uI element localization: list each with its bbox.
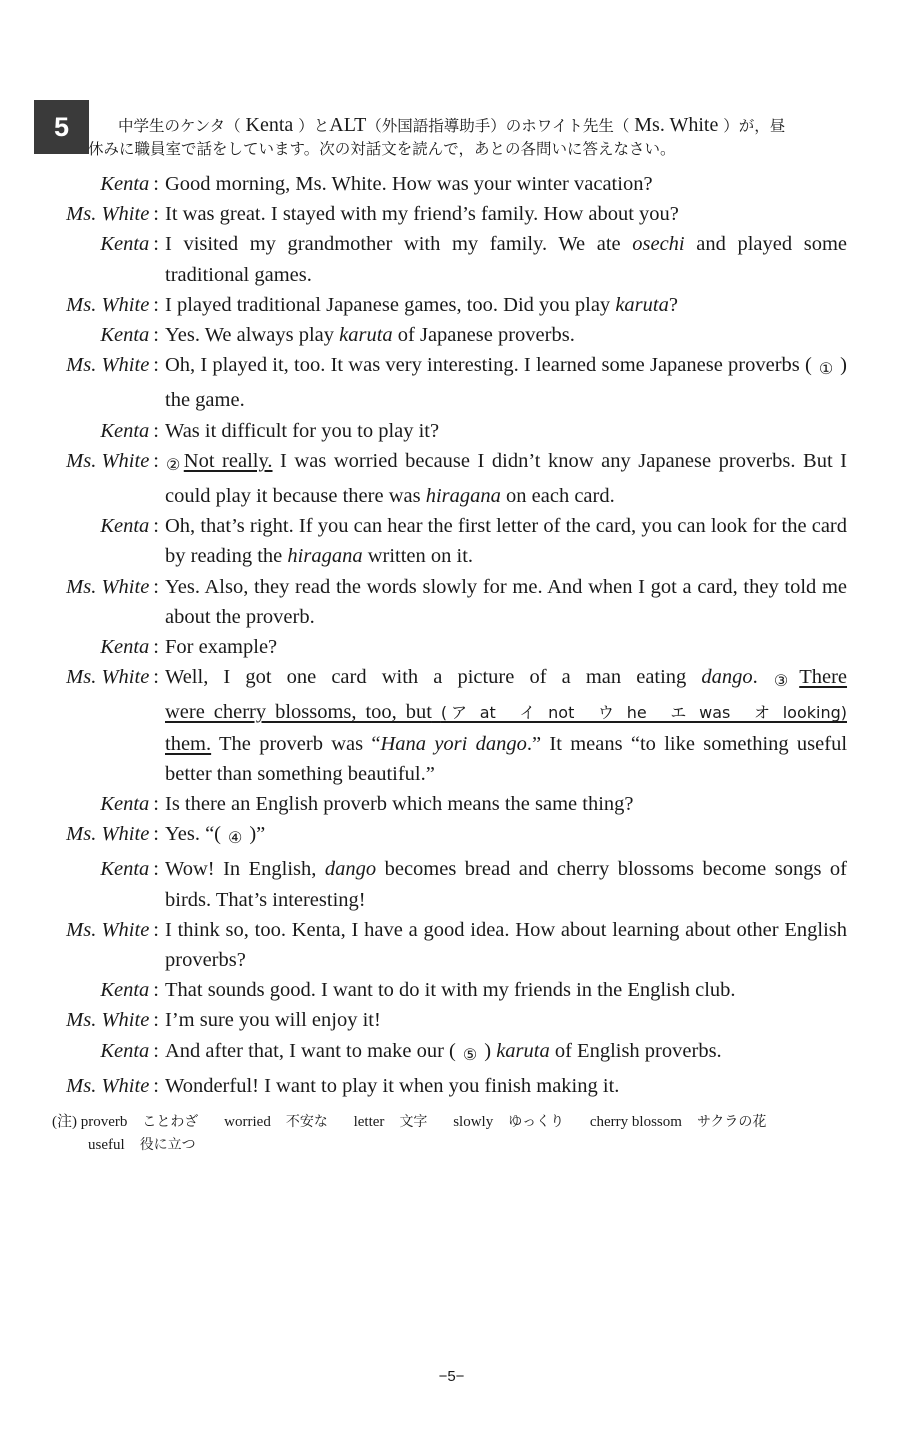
speaker-label: Ms. White : xyxy=(66,666,159,689)
blank-4: ④ xyxy=(228,830,243,848)
speaker-label: Ms. White : xyxy=(66,293,159,316)
speaker-label: Ms. White : xyxy=(66,1009,159,1032)
dialog-turn: Ms. White : Yes. Also, they read the words slowly for me. And when I got a card, they told me about the proverb. xyxy=(0,572,903,632)
dialog-turn: Kenta : That sounds good. I want to do it with my friends in the English club. xyxy=(0,975,903,1005)
dialog-turn: Kenta : Yes. We always play karuta of Japanese proverbs. xyxy=(0,320,903,350)
note-item: letter 文字 xyxy=(353,1114,428,1130)
underline-mark-2: ② xyxy=(166,456,183,474)
speaker-label: Ms. White : xyxy=(66,449,159,472)
speaker-label: Kenta : xyxy=(100,1039,159,1062)
page-number: −5− xyxy=(438,1368,465,1385)
blank-5: ⑤ xyxy=(462,1046,478,1064)
dialog-turn: Kenta : For example? xyxy=(0,632,903,662)
note-item: useful 役に立つ xyxy=(88,1137,196,1153)
note-item: cherry blossom サクラの花 xyxy=(589,1114,767,1130)
dialog xyxy=(0,169,903,1101)
speaker-label: Kenta : xyxy=(100,979,159,1002)
underlined-phrase-3: them. xyxy=(165,732,212,755)
dialog-turn: Ms. White : It was great. I stayed with my friend’s family. How about you? xyxy=(0,199,903,229)
speaker-label: Kenta : xyxy=(100,233,159,256)
dialog-turn: Kenta : Was it difficult for you to play it? xyxy=(0,416,903,446)
dialog-turn: Ms. White : ②Not really. I was worried because I didn’t know any Japanese proverbs. But I could play it because there was hiragana on each card. xyxy=(0,446,903,511)
dialog-turn: Ms. White : I think so, too. Kenta, I have a good idea. How about learning about other English proverbs? xyxy=(0,915,903,975)
speaker-label: Kenta : xyxy=(100,173,159,195)
speaker-label: Kenta : xyxy=(100,419,159,442)
speaker-label: Ms. White : xyxy=(66,575,159,598)
speaker-label: Kenta : xyxy=(100,858,159,881)
dialog-turn: Ms. White : I’m sure you will enjoy it! xyxy=(0,1005,903,1035)
dialog-turn: Kenta : Oh, that’s right. If you can hear the first letter of the card, you can look for the card by reading the hiragana written on it. xyxy=(0,511,903,571)
underlined-phrase-3: There xyxy=(799,666,848,689)
note-item: slowly ゆっくり xyxy=(453,1114,565,1130)
dialog-turn: Ms. White : Oh, I played it, too. It was very interesting. I learned some Japanese proverbs ( ① ) the game. xyxy=(0,350,903,415)
note-item: proverb ことわざ xyxy=(80,1114,199,1130)
instructions: 中学生のケンタ（ Kenta ）とALT（外国語指導助手）のホワイト先生（ Ms. White ）が，昼 休みに職員室で話をしています。次の対話文を読んで，あとの各問いに答えなさい。 xyxy=(88,114,786,158)
speaker-label: Kenta : xyxy=(100,636,159,659)
question-number: 5 xyxy=(34,100,89,154)
dialog-turn: Ms. White : I played traditional Japanese games, too. Did you play karuta? xyxy=(0,290,903,320)
speaker-label: Kenta : xyxy=(100,324,159,347)
dialog-turn: Kenta : Good morning, Ms. White. How was your winter vacation? xyxy=(0,169,903,199)
speaker-label: Kenta : xyxy=(100,793,159,816)
underlined-phrase-3: were cherry blossoms, too, but (ア at イ not ウ he エ was オ looking) xyxy=(165,701,847,724)
dialog-turn: Kenta : And after that, I want to make our ( ⑤ ) karuta of English proverbs. xyxy=(0,1036,903,1071)
dialog-turn: Ms. White : Wonderful! I want to play it when you finish making it. xyxy=(0,1071,903,1101)
blank-1: ① xyxy=(818,361,834,379)
note-item: worried 不安な xyxy=(224,1114,328,1130)
dialog-turn: Ms. White : Well, I got one card with a picture of a man eating dango. ③There were cherry blossoms, too, but (ア at イ not ウ he エ was オ looking) them. The proverb was “Hana yori dango.” It means “to like something useful better than something beautiful.” xyxy=(0,662,903,789)
dialog-turn: Kenta : Wow! In English, dango becomes bread and cherry blossoms become songs of birds. That’s interesting! xyxy=(0,854,903,914)
notes-label: (注) xyxy=(52,1114,77,1130)
underlined-phrase-2: Not really. xyxy=(183,449,273,472)
dialog-turn: Kenta : Is there an English proverb which means the same thing? xyxy=(0,789,903,819)
speaker-label: Ms. White : xyxy=(66,823,159,846)
word-choices: (ア at イ not ウ he エ was オ looking) xyxy=(440,703,847,723)
dialog-turn: Ms. White : Yes. “( ④ )” xyxy=(0,819,903,854)
speaker-label: Ms. White : xyxy=(66,354,159,377)
speaker-label: Ms. White : xyxy=(66,203,159,226)
speaker-label: Ms. White : xyxy=(66,918,159,941)
underline-mark-3: ③ xyxy=(773,673,799,691)
speaker-label: Kenta : xyxy=(100,515,159,538)
dialog-turn: Kenta : I visited my grandmother with my family. We ate osechi and played some traditional games. xyxy=(0,229,903,289)
speaker-label: Ms. White : xyxy=(66,1074,159,1097)
vocabulary-notes xyxy=(52,1111,852,1157)
